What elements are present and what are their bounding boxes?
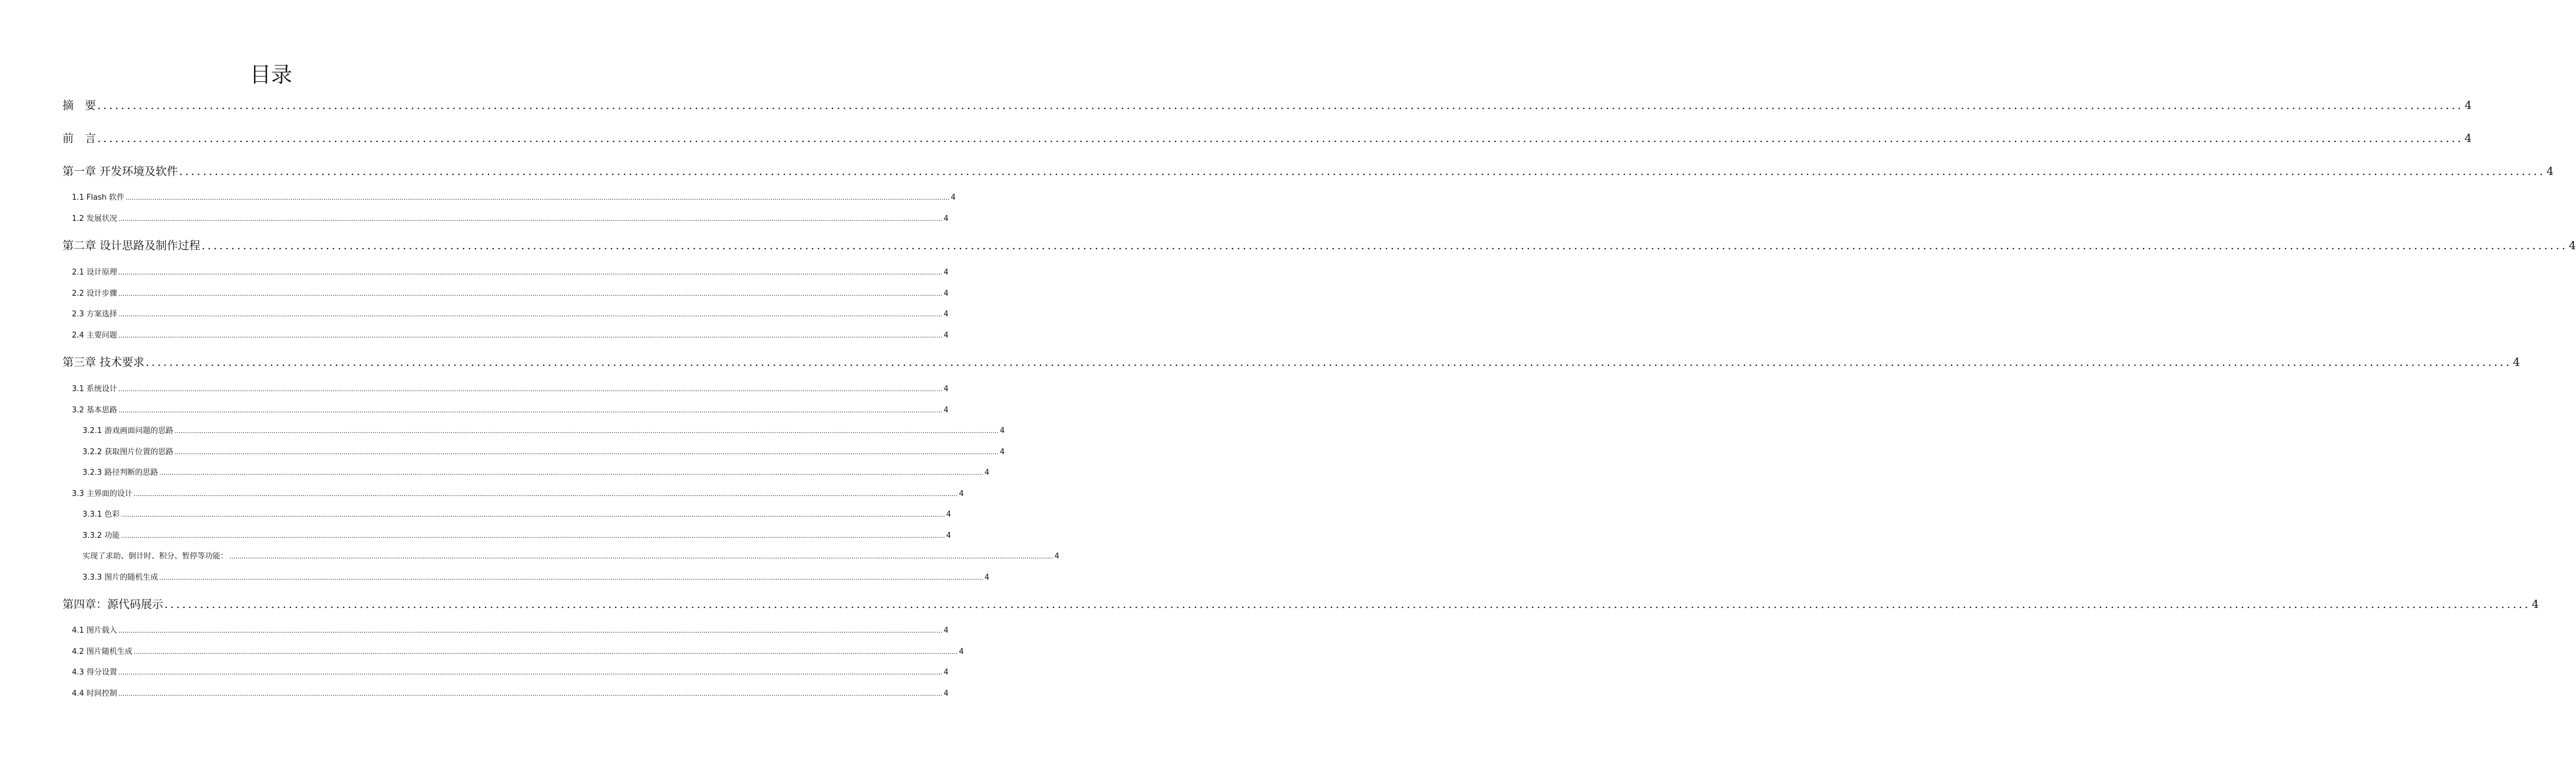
toc-entry-label: 3.3 主界面的设计: [72, 490, 133, 498]
toc-entry-label: 3.1 系统设计: [72, 385, 117, 394]
toc-entry-page: 4: [2464, 132, 2472, 145]
toc-leader-dots: ................................................................................................................................................................................................................................................................................................................................................................................................................: [179, 165, 2545, 178]
toc-entry[interactable]: [62, 97, 2472, 114]
toc-leader-dots: ................................................................................................................................................................................................................................................................................................................................................................................................................: [118, 690, 943, 697]
toc-entry-page: 4: [2512, 356, 2520, 369]
toc-entry-label: 3.3.2 功能: [82, 531, 120, 540]
toc-entry[interactable]: [72, 667, 949, 679]
toc-entry-label: 4.2 图片随机生成: [72, 647, 133, 656]
toc-entry-label: 2.1 设计原理: [72, 268, 117, 277]
toc-leader-dots: ................................................................................................................................................................................................................................................................................................................................................................................................................: [164, 598, 2531, 611]
toc-entry[interactable]: [62, 596, 2539, 613]
toc-entry[interactable]: [72, 646, 964, 658]
toc-entry-label: 第四章：源代码展示: [62, 598, 164, 611]
toc-entry[interactable]: [82, 425, 1005, 437]
toc-leader-dots: ................................................................................................................................................................................................................................................................................................................................................................................................................: [118, 290, 943, 297]
toc-entry-label: 3.2.1 游戏画面问题的思路: [82, 427, 174, 435]
toc-entry-label: 摘 要: [62, 99, 97, 112]
toc-entry-page: 4: [959, 490, 964, 498]
toc-leader-dots: ................................................................................................................................................................................................................................................................................................................................................................................................................: [118, 385, 943, 393]
toc-entry-page: 4: [943, 626, 949, 635]
toc-entry-label: 1.1 Flash 软件: [72, 193, 125, 202]
toc-entry-label: 第一章 开发环境及软件: [62, 165, 179, 178]
toc-entry[interactable]: [72, 688, 949, 700]
toc-leader-dots: ................................................................................................................................................................................................................................................................................................................................................................................................................: [174, 427, 999, 435]
toc-entry[interactable]: [72, 488, 964, 500]
toc-entry-label: 4.3 得分设置: [72, 668, 117, 677]
toc-entry-page: 4: [984, 573, 990, 582]
toc-entry[interactable]: [72, 267, 949, 279]
toc-entry-label: 第三章 技术要求: [62, 356, 145, 369]
toc-entry[interactable]: [72, 405, 949, 416]
toc-leader-dots: ................................................................................................................................................................................................................................................................................................................................................................................................................: [159, 574, 983, 581]
toc-entry[interactable]: [72, 384, 949, 395]
toc-entry[interactable]: [62, 237, 2576, 254]
toc-entry-label: 4.1 图片载入: [72, 626, 117, 635]
toc-entry-page: 4: [2464, 99, 2472, 112]
toc-leader-dots: ................................................................................................................................................................................................................................................................................................................................................................................................................: [133, 648, 958, 656]
toc-leader-dots: ................................................................................................................................................................................................................................................................................................................................................................................................................: [118, 269, 943, 276]
toc-entry-label: 2.4 主要问题: [72, 331, 117, 340]
toc-entry[interactable]: [82, 530, 952, 542]
toc-entry[interactable]: [62, 163, 2554, 180]
toc-entry-page: 4: [943, 385, 949, 394]
toc-entry[interactable]: [62, 354, 2520, 371]
toc-entry-page: 4: [1054, 552, 1059, 561]
toc-leader-dots: ................................................................................................................................................................................................................................................................................................................................................................................................................: [118, 669, 943, 676]
toc-entry[interactable]: [82, 509, 952, 521]
toc-entry-label: 实现了求助、倒计时、积分、暂停等功能：: [82, 552, 229, 561]
toc-leader-dots: ................................................................................................................................................................................................................................................................................................................................................................................................................: [126, 194, 950, 201]
toc-entry[interactable]: [72, 309, 949, 320]
toc-entry-page: 4: [999, 448, 1005, 457]
toc-entry-page: 4: [2568, 239, 2576, 252]
toc-entry[interactable]: [82, 467, 990, 479]
toc-leader-dots: ................................................................................................................................................................................................................................................................................................................................................................................................................: [202, 239, 2568, 252]
toc-entry[interactable]: [82, 447, 1005, 458]
toc-entry-label: 3.2.3 路径判断的思路: [82, 468, 158, 477]
toc-leader-dots: ................................................................................................................................................................................................................................................................................................................................................................................................................: [118, 332, 943, 339]
toc-entry-label: 3.3.3 图片的随机生成: [82, 573, 158, 582]
toc-entry-page: 4: [959, 647, 964, 656]
toc-leader-dots: ................................................................................................................................................................................................................................................................................................................................................................................................................: [118, 627, 943, 634]
toc-leader-dots: ................................................................................................................................................................................................................................................................................................................................................................................................................: [121, 511, 945, 518]
toc-leader-dots: ................................................................................................................................................................................................................................................................................................................................................................................................................: [118, 310, 943, 318]
toc-entry-page: 4: [946, 531, 952, 540]
toc-leader-dots: ................................................................................................................................................................................................................................................................................................................................................................................................................: [146, 356, 2512, 369]
toc-leader-dots: ................................................................................................................................................................................................................................................................................................................................................................................................................: [97, 132, 2463, 145]
toc-entry-page: 4: [943, 214, 949, 223]
toc-leader-dots: ................................................................................................................................................................................................................................................................................................................................................................................................................: [133, 490, 958, 498]
toc-entry-page: 4: [999, 427, 1005, 435]
toc-entry[interactable]: [72, 625, 949, 637]
toc-entry[interactable]: [72, 330, 949, 342]
toc-entry[interactable]: [62, 130, 2472, 147]
toc-entry-page: 4: [943, 310, 949, 319]
toc-entry[interactable]: [82, 551, 1059, 563]
toc-entry-page: 4: [946, 510, 952, 519]
toc-entry-label: 3.2 基本思路: [72, 406, 117, 415]
toc-entry-page: 4: [943, 689, 949, 698]
toc-leader-dots: ................................................................................................................................................................................................................................................................................................................................................................................................................: [174, 448, 999, 456]
toc-leader-dots: ................................................................................................................................................................................................................................................................................................................................................................................................................: [97, 99, 2463, 112]
toc-entry-page: 4: [943, 289, 949, 298]
toc-entry-label: 4.4 时间控制: [72, 689, 117, 698]
toc-entry-label: 3.3.1 色彩: [82, 510, 120, 519]
toc-entry-label: 2.2 设计步骤: [72, 289, 117, 298]
toc-entry-label: 前 言: [62, 132, 97, 145]
toc-leader-dots: ................................................................................................................................................................................................................................................................................................................................................................................................................: [118, 406, 943, 414]
toc-entry-page: 4: [943, 268, 949, 277]
toc-title: 目录: [249, 63, 292, 87]
toc-entry-page: 4: [2546, 165, 2554, 178]
toc-entry-page: 4: [950, 193, 956, 202]
toc-entry-page: 4: [984, 468, 990, 477]
toc-entry[interactable]: [82, 572, 990, 584]
toc-entry-label: 2.3 方案选择: [72, 310, 117, 319]
toc-entry[interactable]: [72, 213, 949, 225]
toc-entry-page: 4: [943, 331, 949, 340]
toc-leader-dots: ................................................................................................................................................................................................................................................................................................................................................................................................................: [229, 553, 1053, 560]
toc-leader-dots: ................................................................................................................................................................................................................................................................................................................................................................................................................: [118, 215, 943, 223]
toc-leader-dots: ................................................................................................................................................................................................................................................................................................................................................................................................................: [159, 469, 983, 477]
toc-entry-label: 1.2 发展状况: [72, 214, 117, 223]
toc-entry[interactable]: [72, 192, 956, 204]
toc-entry-page: 4: [2531, 598, 2539, 611]
toc-entry[interactable]: [72, 288, 949, 300]
toc-entry-label: 3.2.2 获取图片位置的思路: [82, 448, 174, 457]
toc-entry-page: 4: [943, 406, 949, 415]
toc-leader-dots: ................................................................................................................................................................................................................................................................................................................................................................................................................: [121, 532, 945, 540]
toc-entry-page: 4: [943, 668, 949, 677]
toc-entry-label: 第二章 设计思路及制作过程: [62, 239, 201, 252]
